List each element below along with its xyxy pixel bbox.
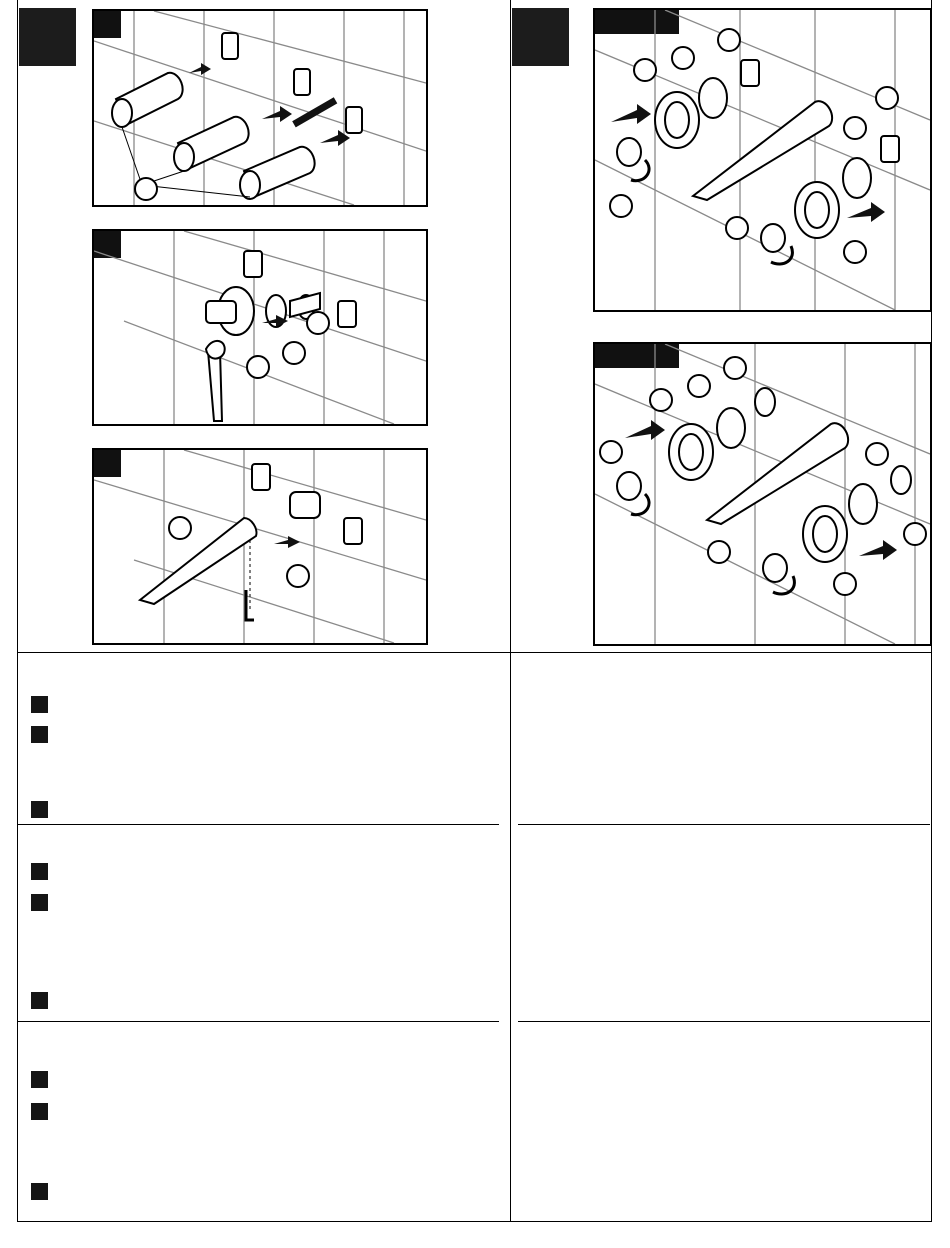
callout-circle-icon [307,312,329,334]
step-bullet [31,801,48,818]
callout-circle-icon [600,441,622,463]
callout-circle-icon [834,573,856,595]
spout-illustration [94,450,426,643]
step-bullet [31,992,48,1009]
callout-circle-icon [718,29,740,51]
callout-circle-icon [169,517,191,539]
callout-circle-icon [876,87,898,109]
callout-circle-icon [724,357,746,379]
step-bullet [31,1071,48,1088]
right-section-rule-1 [518,824,930,825]
callout-circle-icon [688,375,710,397]
center-divider [510,0,511,1222]
callout-circle-icon [844,241,866,263]
callout-circle-icon [283,342,305,364]
exploded-illustration-1 [595,10,930,310]
exploded-illustration-2 [595,344,930,644]
step-marker-right [512,8,569,66]
callout-circle-icon [135,178,157,200]
figure-exploded-view-1 [593,8,932,312]
step-bullet [31,726,48,743]
callout-circle-icon [844,117,866,139]
figure-section-bottom-rule [17,652,932,653]
callout-circle-icon [866,443,888,465]
step-bullet [31,696,48,713]
right-section-rule-2 [518,1021,930,1022]
step-bullet [31,1103,48,1120]
valve-illustration [94,231,426,424]
step-bullet [31,1183,48,1200]
callout-circle-icon [650,389,672,411]
figure-handles [92,9,428,207]
callout-circle-icon [672,47,694,69]
step-bullet [31,863,48,880]
callout-circle-icon [247,356,269,378]
step-marker-left [19,8,76,66]
left-section-rule-2 [17,1021,499,1022]
figure-spout-install [92,448,428,645]
figure-exploded-view-2 [593,342,932,646]
callout-circle-icon [634,59,656,81]
callout-circle-icon [726,217,748,239]
callout-circle-icon [287,565,309,587]
callout-circle-icon [610,195,632,217]
handles-illustration [94,11,426,205]
callout-circle-icon [708,541,730,563]
left-section-rule-1 [17,824,499,825]
step-bullet [31,894,48,911]
callout-circle-icon [904,523,926,545]
figure-valve-escutcheon [92,229,428,426]
